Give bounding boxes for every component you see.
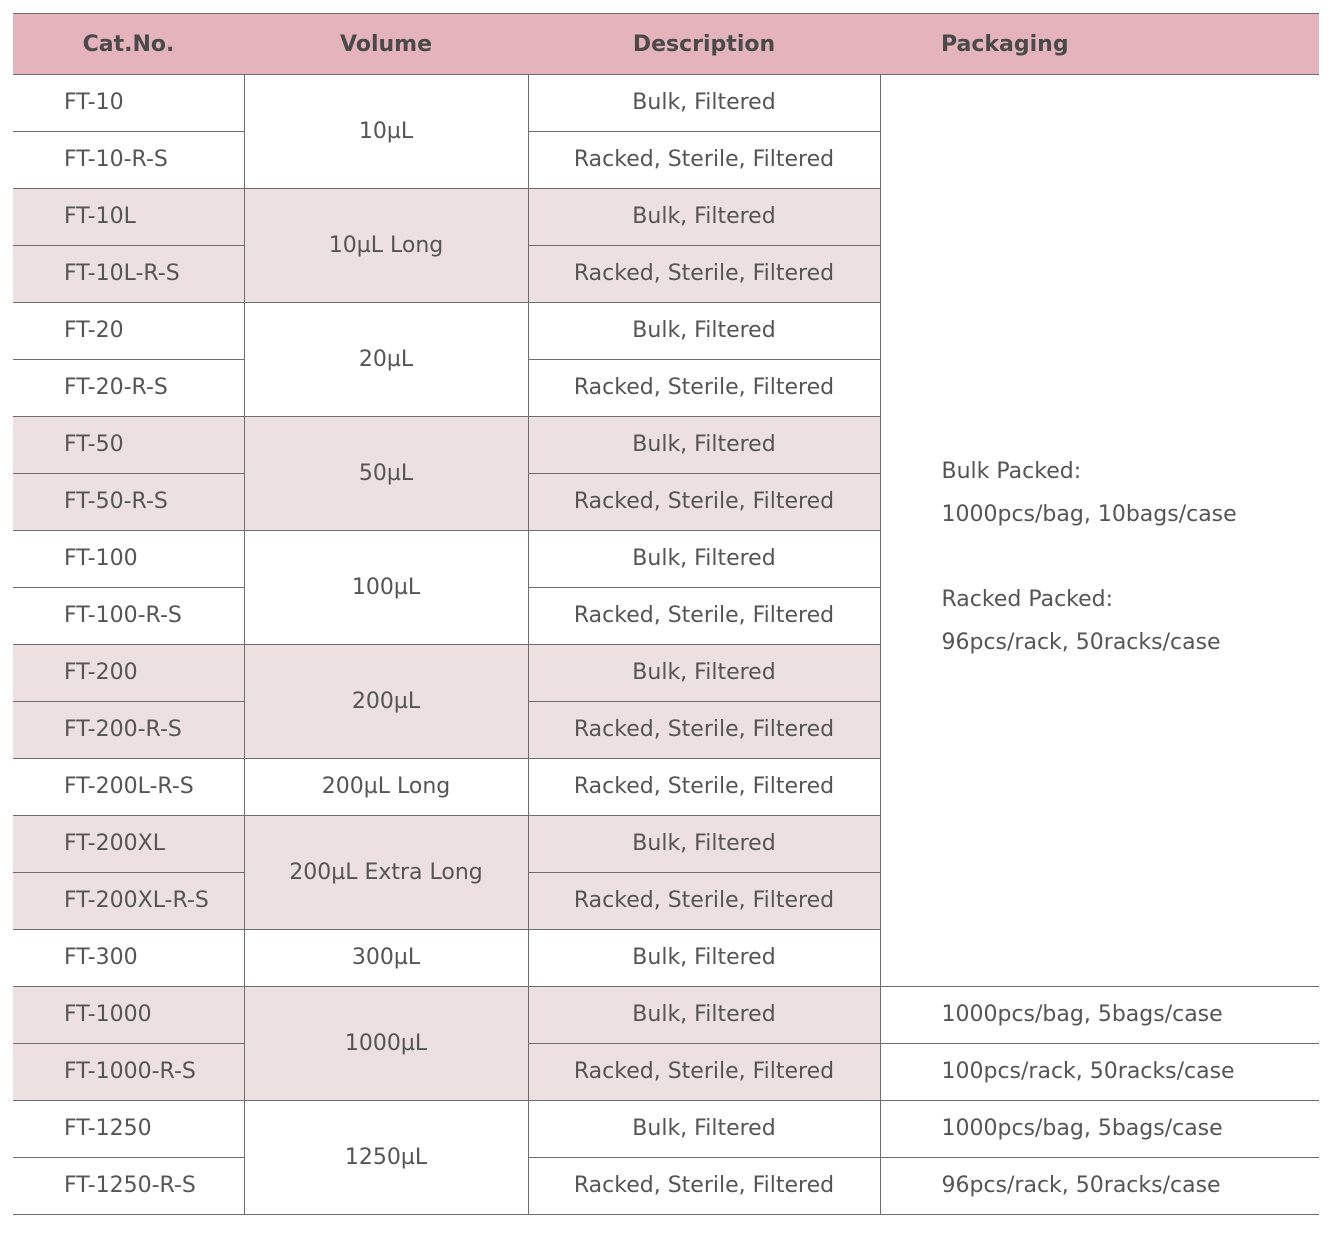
packaging-cell: 1000pcs/bag, 5bags/case	[880, 987, 1319, 1044]
description-cell: Bulk, Filtered	[528, 189, 880, 246]
cat-no-cell: FT-1250-R-S	[13, 1158, 244, 1215]
cat-no-cell: FT-200	[13, 645, 244, 702]
description-cell: Bulk, Filtered	[528, 75, 880, 132]
cat-no-cell: FT-20-R-S	[13, 360, 244, 417]
packaging-cell: 1000pcs/bag, 5bags/case	[880, 1101, 1319, 1158]
cat-no-cell: FT-200L-R-S	[13, 759, 244, 816]
header-cat-no: Cat.No.	[13, 14, 244, 75]
description-cell: Bulk, Filtered	[528, 816, 880, 873]
description-cell: Racked, Sterile, Filtered	[528, 360, 880, 417]
volume-cell: 200µL	[244, 645, 528, 759]
cat-no-cell: FT-10-R-S	[13, 132, 244, 189]
cat-no-cell: FT-300	[13, 930, 244, 987]
header-row	[13, 14, 1319, 75]
cat-no-cell: FT-10L-R-S	[13, 246, 244, 303]
bulk-packed-detail: 1000pcs/bag, 10bags/case	[941, 502, 1237, 527]
description-cell: Bulk, Filtered	[528, 930, 880, 987]
description-cell: Racked, Sterile, Filtered	[528, 588, 880, 645]
description-cell: Racked, Sterile, Filtered	[528, 873, 880, 930]
volume-cell: 1250µL	[244, 1101, 528, 1215]
racked-packed-detail: 96pcs/rack, 50racks/case	[941, 630, 1221, 655]
packaging-cell: 96pcs/rack, 50racks/case	[880, 1158, 1319, 1215]
cat-no-cell: FT-200-R-S	[13, 702, 244, 759]
packaging-cell: 100pcs/rack, 50racks/case	[880, 1044, 1319, 1101]
shared-packaging-cell	[880, 75, 1319, 987]
cat-no-cell: FT-100	[13, 531, 244, 588]
cat-no-cell: FT-20	[13, 303, 244, 360]
volume-cell: 10µL	[244, 75, 528, 189]
table-row	[13, 1158, 1319, 1215]
cat-no-cell: FT-200XL-R-S	[13, 873, 244, 930]
cat-no-cell: FT-200XL	[13, 816, 244, 873]
cat-no-cell: FT-50	[13, 417, 244, 474]
description-cell: Racked, Sterile, Filtered	[528, 474, 880, 531]
description-cell: Bulk, Filtered	[528, 531, 880, 588]
header-volume: Volume	[244, 14, 528, 75]
racked-packed-title: Racked Packed:	[941, 587, 1114, 612]
header-description: Description	[528, 14, 880, 75]
table-row	[13, 987, 1319, 1044]
cat-no-cell: FT-10	[13, 75, 244, 132]
volume-cell: 10µL Long	[244, 189, 528, 303]
description-cell: Bulk, Filtered	[528, 303, 880, 360]
bulk-packed-title: Bulk Packed:	[941, 459, 1082, 484]
header-packaging: Packaging	[880, 14, 1319, 75]
volume-cell: 100µL	[244, 531, 528, 645]
volume-cell: 300µL	[244, 930, 528, 987]
table-row	[13, 75, 1319, 132]
description-cell: Bulk, Filtered	[528, 417, 880, 474]
product-table	[13, 13, 1319, 1215]
cat-no-cell: FT-50-R-S	[13, 474, 244, 531]
description-cell: Bulk, Filtered	[528, 645, 880, 702]
description-cell: Racked, Sterile, Filtered	[528, 759, 880, 816]
volume-cell: 200µL Extra Long	[244, 816, 528, 930]
volume-cell: 50µL	[244, 417, 528, 531]
description-cell: Racked, Sterile, Filtered	[528, 1158, 880, 1215]
cat-no-cell: FT-1000	[13, 987, 244, 1044]
description-cell: Racked, Sterile, Filtered	[528, 1044, 880, 1101]
volume-cell: 1000µL	[244, 987, 528, 1101]
table-row	[13, 1044, 1319, 1101]
description-cell: Bulk, Filtered	[528, 1101, 880, 1158]
description-cell: Bulk, Filtered	[528, 987, 880, 1044]
volume-cell: 20µL	[244, 303, 528, 417]
cat-no-cell: FT-1250	[13, 1101, 244, 1158]
cat-no-cell: FT-10L	[13, 189, 244, 246]
description-cell: Racked, Sterile, Filtered	[528, 246, 880, 303]
table-row	[13, 1101, 1319, 1158]
description-cell: Racked, Sterile, Filtered	[528, 702, 880, 759]
description-cell: Racked, Sterile, Filtered	[528, 132, 880, 189]
volume-cell: 200µL Long	[244, 759, 528, 816]
cat-no-cell: FT-1000-R-S	[13, 1044, 244, 1101]
cat-no-cell: FT-100-R-S	[13, 588, 244, 645]
